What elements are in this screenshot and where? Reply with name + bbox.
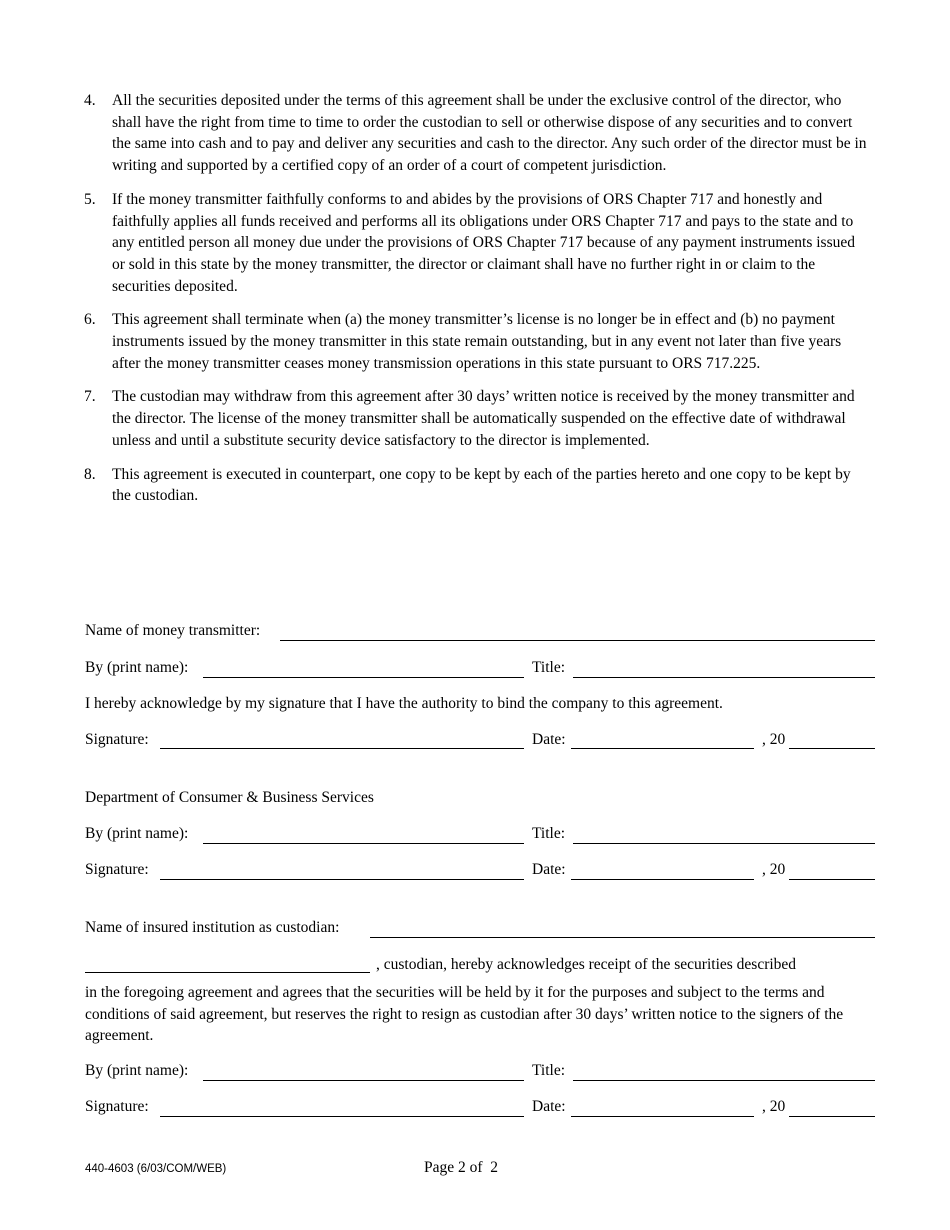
- transmitter-by-label: By (print name):: [85, 659, 189, 676]
- clause-text: If the money transmitter faithfully conforms to and abides by the provisions of ORS Chapter 717 and honestly and faithfully applies all funds received and performs all its obligations under ORS Chapter 717 and pays to the state and to any entitled person all money due under the provisions of ORS Chapter 717 because of any payment instruments issued or sold in this state by the money transmitter, the director or claimant shall have no further right in or claim to the securities deposited.: [112, 190, 855, 295]
- department-title-field[interactable]: [573, 843, 875, 844]
- clause-number: 8.: [84, 465, 96, 483]
- custodian-by-label: By (print name):: [85, 1062, 189, 1079]
- clause-text: All the securities deposited under the terms of this agreement shall be under the exclusive control of the director, who shall have the right from time to time to order the custodian to sell or otherwise dispose of any securities and to convert the same into cash and to pay and deliver any securities and cash to the director. Any such order of the director must be in writing and supported by a certified copy of an order of a court of competent jurisdiction.: [112, 92, 867, 175]
- transmitter-date-label: Date:: [532, 731, 566, 748]
- department-year-prefix: , 20: [762, 861, 786, 878]
- custodian-title-field[interactable]: [573, 1080, 875, 1081]
- department-date-field[interactable]: [571, 879, 754, 880]
- custodian-name-label: Name of insured institution as custodian:: [85, 919, 340, 936]
- transmitter-name-field[interactable]: [280, 640, 875, 641]
- custodian-signature-label: Signature:: [85, 1098, 149, 1115]
- clause-item: [84, 90, 869, 177]
- authority-acknowledgement: I hereby acknowledge by my signature that I have the authority to bind the company to this agreement.: [85, 695, 723, 712]
- department-by-label: By (print name):: [85, 825, 189, 842]
- department-signature-field[interactable]: [160, 879, 524, 880]
- custodian-year-prefix: , 20: [762, 1098, 786, 1115]
- custodian-name-field[interactable]: [370, 937, 875, 938]
- department-signature-label: Signature:: [85, 861, 149, 878]
- clause-item: [84, 189, 869, 298]
- clause-item: [84, 386, 869, 451]
- department-year-field[interactable]: [789, 879, 875, 880]
- custodian-year-field[interactable]: [789, 1116, 875, 1117]
- clause-number: 6.: [84, 311, 96, 329]
- custodian-ack-paragraph: in the foregoing agreement and agrees that the securities will be held by it for the purposes and subject to the terms and conditions of said agreement, but reserves the right to resign as custodian after 30 days’ written notice to the signers of the agreement.: [85, 984, 844, 1044]
- clause-number: 5.: [84, 190, 96, 208]
- department-title-label: Title:: [532, 825, 566, 842]
- transmitter-year-field[interactable]: [789, 748, 875, 749]
- transmitter-name-label: Name of money transmitter:: [85, 622, 261, 639]
- page-number: Page 2 of 2: [424, 1159, 499, 1176]
- custodian-ack-name-field[interactable]: [85, 972, 370, 973]
- transmitter-year-prefix: , 20: [762, 731, 786, 748]
- department-name: Department of Consumer & Business Services: [85, 789, 374, 806]
- transmitter-print-name-field[interactable]: [203, 677, 524, 678]
- transmitter-title-label: Title:: [532, 659, 566, 676]
- transmitter-signature-field[interactable]: [160, 748, 524, 749]
- transmitter-title-field[interactable]: [573, 677, 875, 678]
- custodian-title-label: Title:: [532, 1062, 566, 1079]
- form-code: 440-4603 (6/03/COM/WEB): [85, 1163, 227, 1175]
- custodian-date-field[interactable]: [571, 1116, 754, 1117]
- department-date-label: Date:: [532, 861, 566, 878]
- clause-text: The custodian may withdraw from this agreement after 30 days’ written notice is received by the money transmitter and the director. The license of the money transmitter shall be automatically suspended on the effective date of withdrawal unless and until a substitute security device satisfactory to the director is implemented.: [112, 388, 855, 449]
- clause-number: 7.: [84, 388, 96, 406]
- clause-text: This agreement is executed in counterpart, one copy to be kept by each of the parties hereto and one copy to be kept by the custodian.: [112, 465, 851, 505]
- clause-list: [84, 90, 869, 519]
- clause-number: 4.: [84, 92, 96, 109]
- custodian-ack-suffix: , custodian, hereby acknowledges receipt of the securities described: [376, 956, 797, 973]
- custodian-signature-field[interactable]: [160, 1116, 524, 1117]
- department-print-name-field[interactable]: [203, 843, 524, 844]
- custodian-date-label: Date:: [532, 1098, 566, 1115]
- transmitter-signature-label: Signature:: [85, 731, 149, 748]
- clause-text: This agreement shall terminate when (a) the money transmitter’s license is no longer be in effect and (b) no payment instruments issued by the money transmitter in this state remain outstanding, but in any event not later than five years after the money transmitter ceases money transmission operations in this state pursuant to ORS 717.225.: [112, 311, 842, 372]
- clause-item: [84, 464, 869, 507]
- custodian-print-name-field[interactable]: [203, 1080, 524, 1081]
- transmitter-date-field[interactable]: [571, 748, 754, 749]
- clause-item: [84, 309, 869, 374]
